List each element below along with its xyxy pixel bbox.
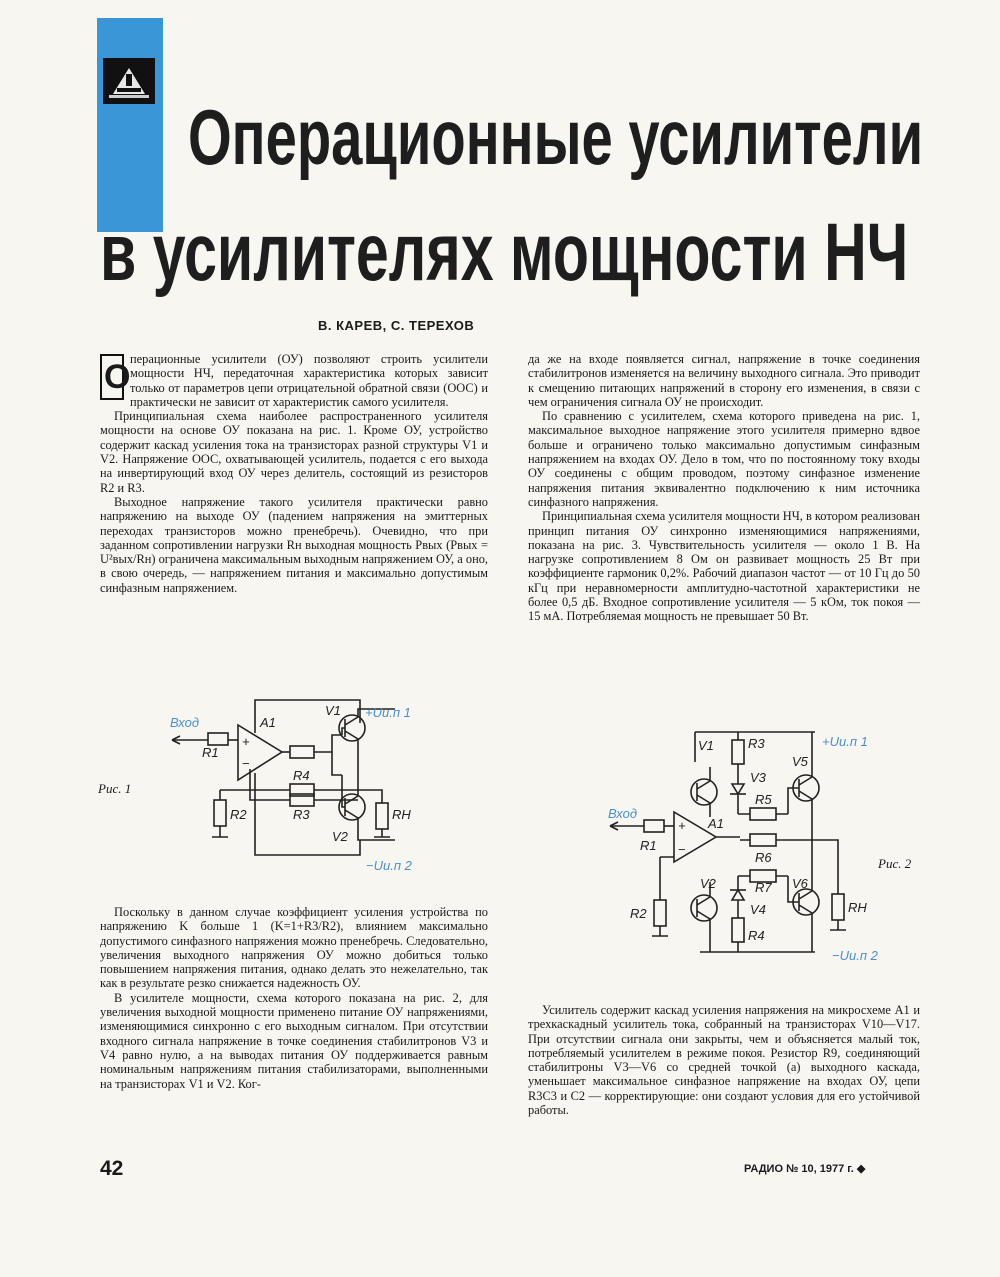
left-column-bottom <box>100 905 488 1091</box>
v4-zener <box>732 890 744 900</box>
fig1-vminus-label: −Uи.п 2 <box>366 858 412 873</box>
right-column-bottom <box>528 1003 920 1117</box>
fig2-rh-label: RН <box>848 900 867 915</box>
fig1-minus-label: − <box>242 756 250 771</box>
fig2-v5-label: V5 <box>792 754 808 769</box>
paragraph: Принципиальная схема наиболее распространенного усилителя мощности на основе ОУ показана на рис. 1. Кроме ОУ, устройство содержит каскад усиления тока на транзисторах разной структуры V1 и V2. Напряжение ООС, охватывающей усилитель, подается с его выхода на инвертирующий вход ОУ через делитель, состоящий из резисторов R2 и R3. <box>100 409 488 495</box>
figure1-schematic <box>160 695 450 885</box>
fig1-r1-label: R1 <box>202 745 219 760</box>
fig2-v3-label: V3 <box>750 770 766 785</box>
page-number: 42 <box>100 1157 124 1180</box>
fig2-v6-label: V6 <box>792 876 808 891</box>
fig1-v1-label: V1 <box>325 703 341 718</box>
fig1-a1-label: A1 <box>260 715 276 730</box>
rh-resistor <box>832 894 844 920</box>
rubric-logo <box>103 58 155 104</box>
fig2-v4-label: V4 <box>750 902 766 917</box>
authors: В. КАРЕВ, С. ТЕРЕХОВ <box>318 318 475 333</box>
article-title-line1: Операционные усилители <box>188 93 924 181</box>
r6-resistor <box>750 834 776 846</box>
fig2-r6-label: R6 <box>755 850 772 865</box>
fig1-plus-label: + <box>242 734 250 749</box>
fig2-r3-label: R3 <box>748 736 765 751</box>
fig1-r2-label: R2 <box>230 807 247 822</box>
fig1-v2-label: V2 <box>332 829 348 844</box>
fig2-a1-label: A1 <box>708 816 724 831</box>
magazine-footer: РАДИО № 10, 1977 г. ◆ <box>744 1163 866 1175</box>
fig1-rh-label: RН <box>392 807 411 822</box>
paragraph: Принципиальная схема усилителя мощности НЧ, в котором реализован принцип питания ОУ синхронно изменяющимися напряжениями, показана на рис. 3. Чувствительность усилителя — около 1 В. На нагрузке сопротивлением 8 Ом он развивает мощность 25 Вт при коэффициенте гармоник 0,2%. Рабочий диапазон частот — от 10 Гц до 50 кГц при неравномерности амплитудно-частотной характеристики не более 0,5 дБ. Входное сопротивление усилителя — 5 кОм, ток покоя — 15 мА. Потребляемая мощность не превышает 50 Вт. <box>528 509 920 624</box>
title-accent-band <box>97 18 163 232</box>
paragraph: Усилитель содержит каскад усиления напряжения на микросхеме A1 и трехкаскадный усилитель тока, собранный на транзисторах V10—V17. При отсутствии сигнала они закрыты, чем и объясняется малый ток, потребляемый усилителем в режиме покоя. Резистор R9, соединяющий стабилитроны V3—V6 со средней точкой (а) выходного каскада, уменьшает максимальное синфазное напряжение на входах ОУ, цепи R3C3 и C2 — корректирующие: они создают условия для его устойчивой работы. <box>528 1003 920 1118</box>
fig2-r4-label: R4 <box>748 928 765 943</box>
fig2-minus-label: − <box>678 842 686 857</box>
fig2-vplus-label: +Uи.п 1 <box>822 734 868 749</box>
fig2-v1-label: V1 <box>698 738 714 753</box>
r4-resistor <box>732 918 744 942</box>
fig1-r3-label: R3 <box>293 807 310 822</box>
paragraph: О перационные усилители (ОУ) позволяют строить усилители мощности НЧ, передаточная характеристика которых зависит только от параметров цепи отрицательной обратной связи (ООС) и практически не зависит от характеристик самого усилителя. <box>100 352 488 409</box>
r3-resistor <box>732 740 744 764</box>
figure1-caption: Рис. 1 <box>98 781 132 796</box>
fig2-v2-label: V2 <box>700 876 716 891</box>
v2-transistor <box>691 895 717 921</box>
v3-zener <box>732 784 744 794</box>
r2-resistor <box>654 900 666 926</box>
r1-resistor <box>208 733 228 745</box>
fig1-input-label: Вход <box>170 715 200 730</box>
fig2-r1-label: R1 <box>640 838 657 853</box>
fig1-vplus-label: +Uи.п 1 <box>365 705 411 720</box>
fig2-r7-label: R7 <box>755 880 772 895</box>
rh-resistor <box>376 803 388 829</box>
r5-resistor <box>750 808 776 820</box>
drop-cap: О <box>100 354 124 400</box>
paragraph: Выходное напряжение такого усилителя практически равно напряжению на выходе ОУ (падением напряжения на эмиттерных переходах транзисторов можно пренебречь). Очевидно, что при заданном сопротивлении нагрузки Rн выходная мощность Pвых (Pвых = U²вых/Rн) ограничена максимальным выходным напряжением ОУ, а оно, в свою очередь, — напряжением питания и максимально допустимым синфазным напряжением. <box>100 494 488 595</box>
v1-transistor <box>691 779 717 805</box>
figure2-schematic <box>600 722 890 972</box>
paragraph: да же на входе появляется сигнал, напряжение в точке соединения стабилитронов изменяется на величину выходного сигнала. Это приводит к смещению питающих напряжений в сторону его изменения, в связи с чем ограничения сигнала ОУ не происходит. <box>528 352 920 409</box>
fig2-r2-label: R2 <box>630 906 647 921</box>
paragraph: Поскольку в данном случае коэффициент усиления устройства по напряжению K больше 1 (K=1+R3/R2), влиянием максимально допустимого синфазного напряжения можно пренебречь. Следовательно, увеличения выходного напряжения ОУ можно добиться только повышением напряжения питания, однако делать это нежелательно, так как в результате резко снижается надежность ОУ. <box>100 905 488 991</box>
paragraph: В усилителе мощности, схема которого показана на рис. 2, для увеличения выходной мощности применено питание ОУ напряжениями, изменяющимися синхронно с его выходным сигналом. При отсутствии входного сигнала напряжение в точке соединения стабилитронов V3 и V4 равно нулю, а на выводах питания ОУ поддерживается равным номинальным напряжениям питания стабилизаторами, выполненными на транзисторах V1 и V2. Ког- <box>100 990 488 1091</box>
fig2-r5-label: R5 <box>755 792 772 807</box>
paragraph: По сравнению с усилителем, схема которого приведена на рис. 1, максимальное выходное напряжение этого усилителя примерно вдвое больше и ограничено только максимально допустимым синфазным напряжением на входах ОУ. Дело в том, что по постоянному току входы ОУ соединены с общим проводом, поэтому синфазное изменение напряжения питания эквивалентно подключению к ним источника синфазного напряжения. <box>528 409 920 509</box>
figure2-caption: Рис. 2 <box>878 856 912 871</box>
r2-resistor <box>214 800 226 826</box>
left-column-top <box>100 352 488 595</box>
fig2-plus-label: + <box>678 818 686 833</box>
r-base-resistor <box>290 746 314 758</box>
fig2-vminus-label: −Uи.п 2 <box>832 948 878 963</box>
article-title-line2: в усилителях мощности НЧ <box>100 207 909 298</box>
fig1-r4-label: R4 <box>293 768 310 783</box>
r1-resistor <box>644 820 664 832</box>
right-column-top <box>528 352 920 624</box>
fig2-input-label: Вход <box>608 806 638 821</box>
